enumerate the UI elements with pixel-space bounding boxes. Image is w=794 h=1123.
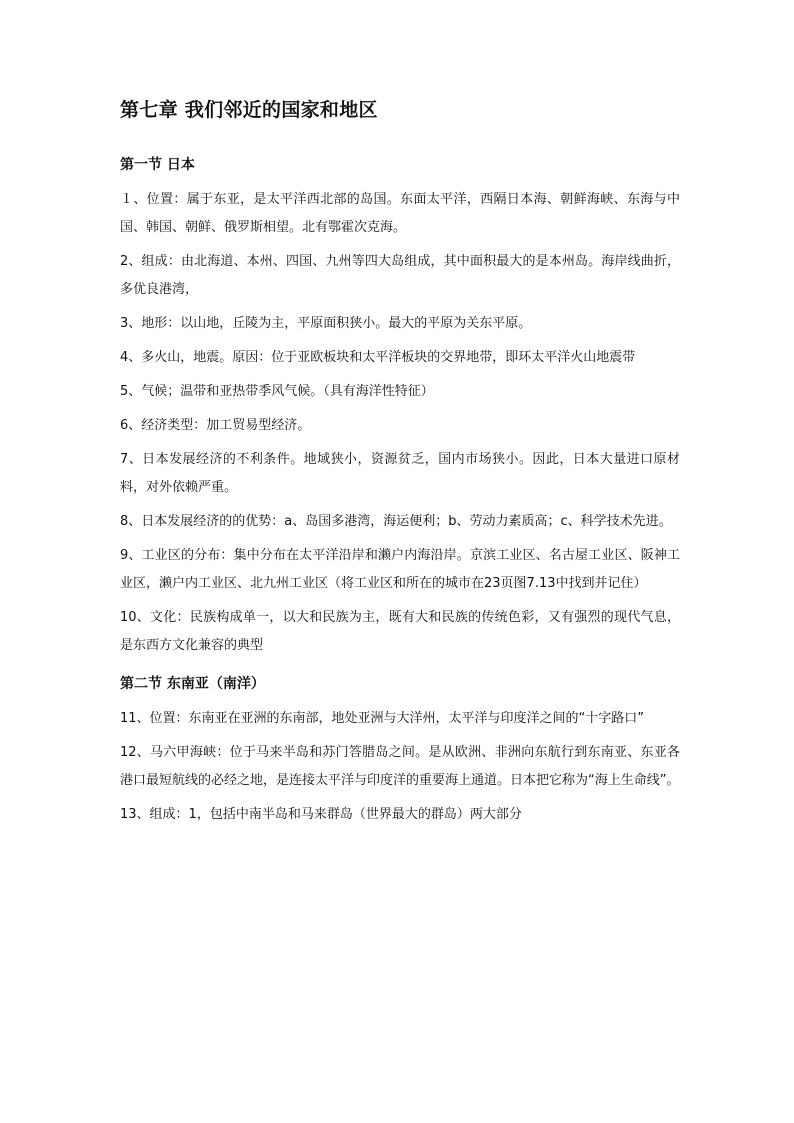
paragraph: 4、多火山，地震。原因：位于亚欧板块和太平洋板块的交界地带，即环太平洋火山地震带 — [120, 350, 636, 365]
section-title: 第一节 日本 — [120, 157, 195, 173]
document-body — [120, 96, 680, 835]
section-southeast-asia — [120, 674, 680, 829]
paragraph: 13、组成：1，包括中南半岛和马来群岛（世界最大的群岛）两大部分 — [120, 807, 522, 822]
chapter-title: 第七章 我们邻近的国家和地区 — [120, 99, 378, 121]
paragraph: 8、日本发展经济的的优势：a、岛国多港湾，海运便利；b、劳动力素质高；c、科学技术先进。 — [120, 514, 672, 529]
paragraph: 2、组成：由北海道、本州、四国、九州等四大岛组成，其中面积最大的是本州岛。海岸线曲折，多优良港湾， — [120, 254, 680, 297]
section-title: 第二节 东南亚（南洋） — [120, 676, 265, 692]
paragraph: 5、气候；温带和亚热带季风气候。（具有海洋性特征） — [120, 384, 434, 399]
paragraph: 7、日本发展经济的不利条件。地域狭小，资源贫乏，国内市场狭小。因此，日本大量进口原材料，对外依赖严重。 — [120, 452, 680, 495]
paragraph: １、位置：属于东亚，是太平洋西北部的岛国。东面太平洋，西隔日本海、朝鲜海峡、东海与中国、韩国、朝鲜、俄罗斯相望。北有鄂霍次克海。 — [120, 192, 680, 235]
section-japan — [120, 155, 680, 660]
paragraph: 3、地形：以山地，丘陵为主，平原面积狭小。最大的平原为关东平原。 — [120, 316, 532, 331]
paragraph: 12、马六甲海峡：位于马来半岛和苏门答腊岛之间。是从欧洲、非洲向东航行到东南亚、东亚各港口最短航线的必经之地，是连接太平洋与印度洋的重要海上通道。日本把它称为“海上生命线”。 — [120, 745, 680, 788]
paragraph: 10、文化：民族构成单一，以大和民族为主，既有大和民族的传统色彩，又有强烈的现代气息，是东西方文化兼容的典型 — [120, 610, 680, 653]
paragraph: 9、工业区的分布：集中分布在太平洋沿岸和濑户内海沿岸。京滨工业区、名古屋工业区、阪神工业区，濑户内工业区、北九州工业区（将工业区和所在的城市在23页图7.13中找到并记住） — [120, 548, 680, 591]
paragraph: 6、经济类型：加工贸易型经济。 — [120, 418, 311, 433]
paragraph: 11、位置：东南亚在亚洲的东南部，地处亚洲与大洋州，太平洋与印度洋之间的“十字路口” — [120, 711, 645, 726]
